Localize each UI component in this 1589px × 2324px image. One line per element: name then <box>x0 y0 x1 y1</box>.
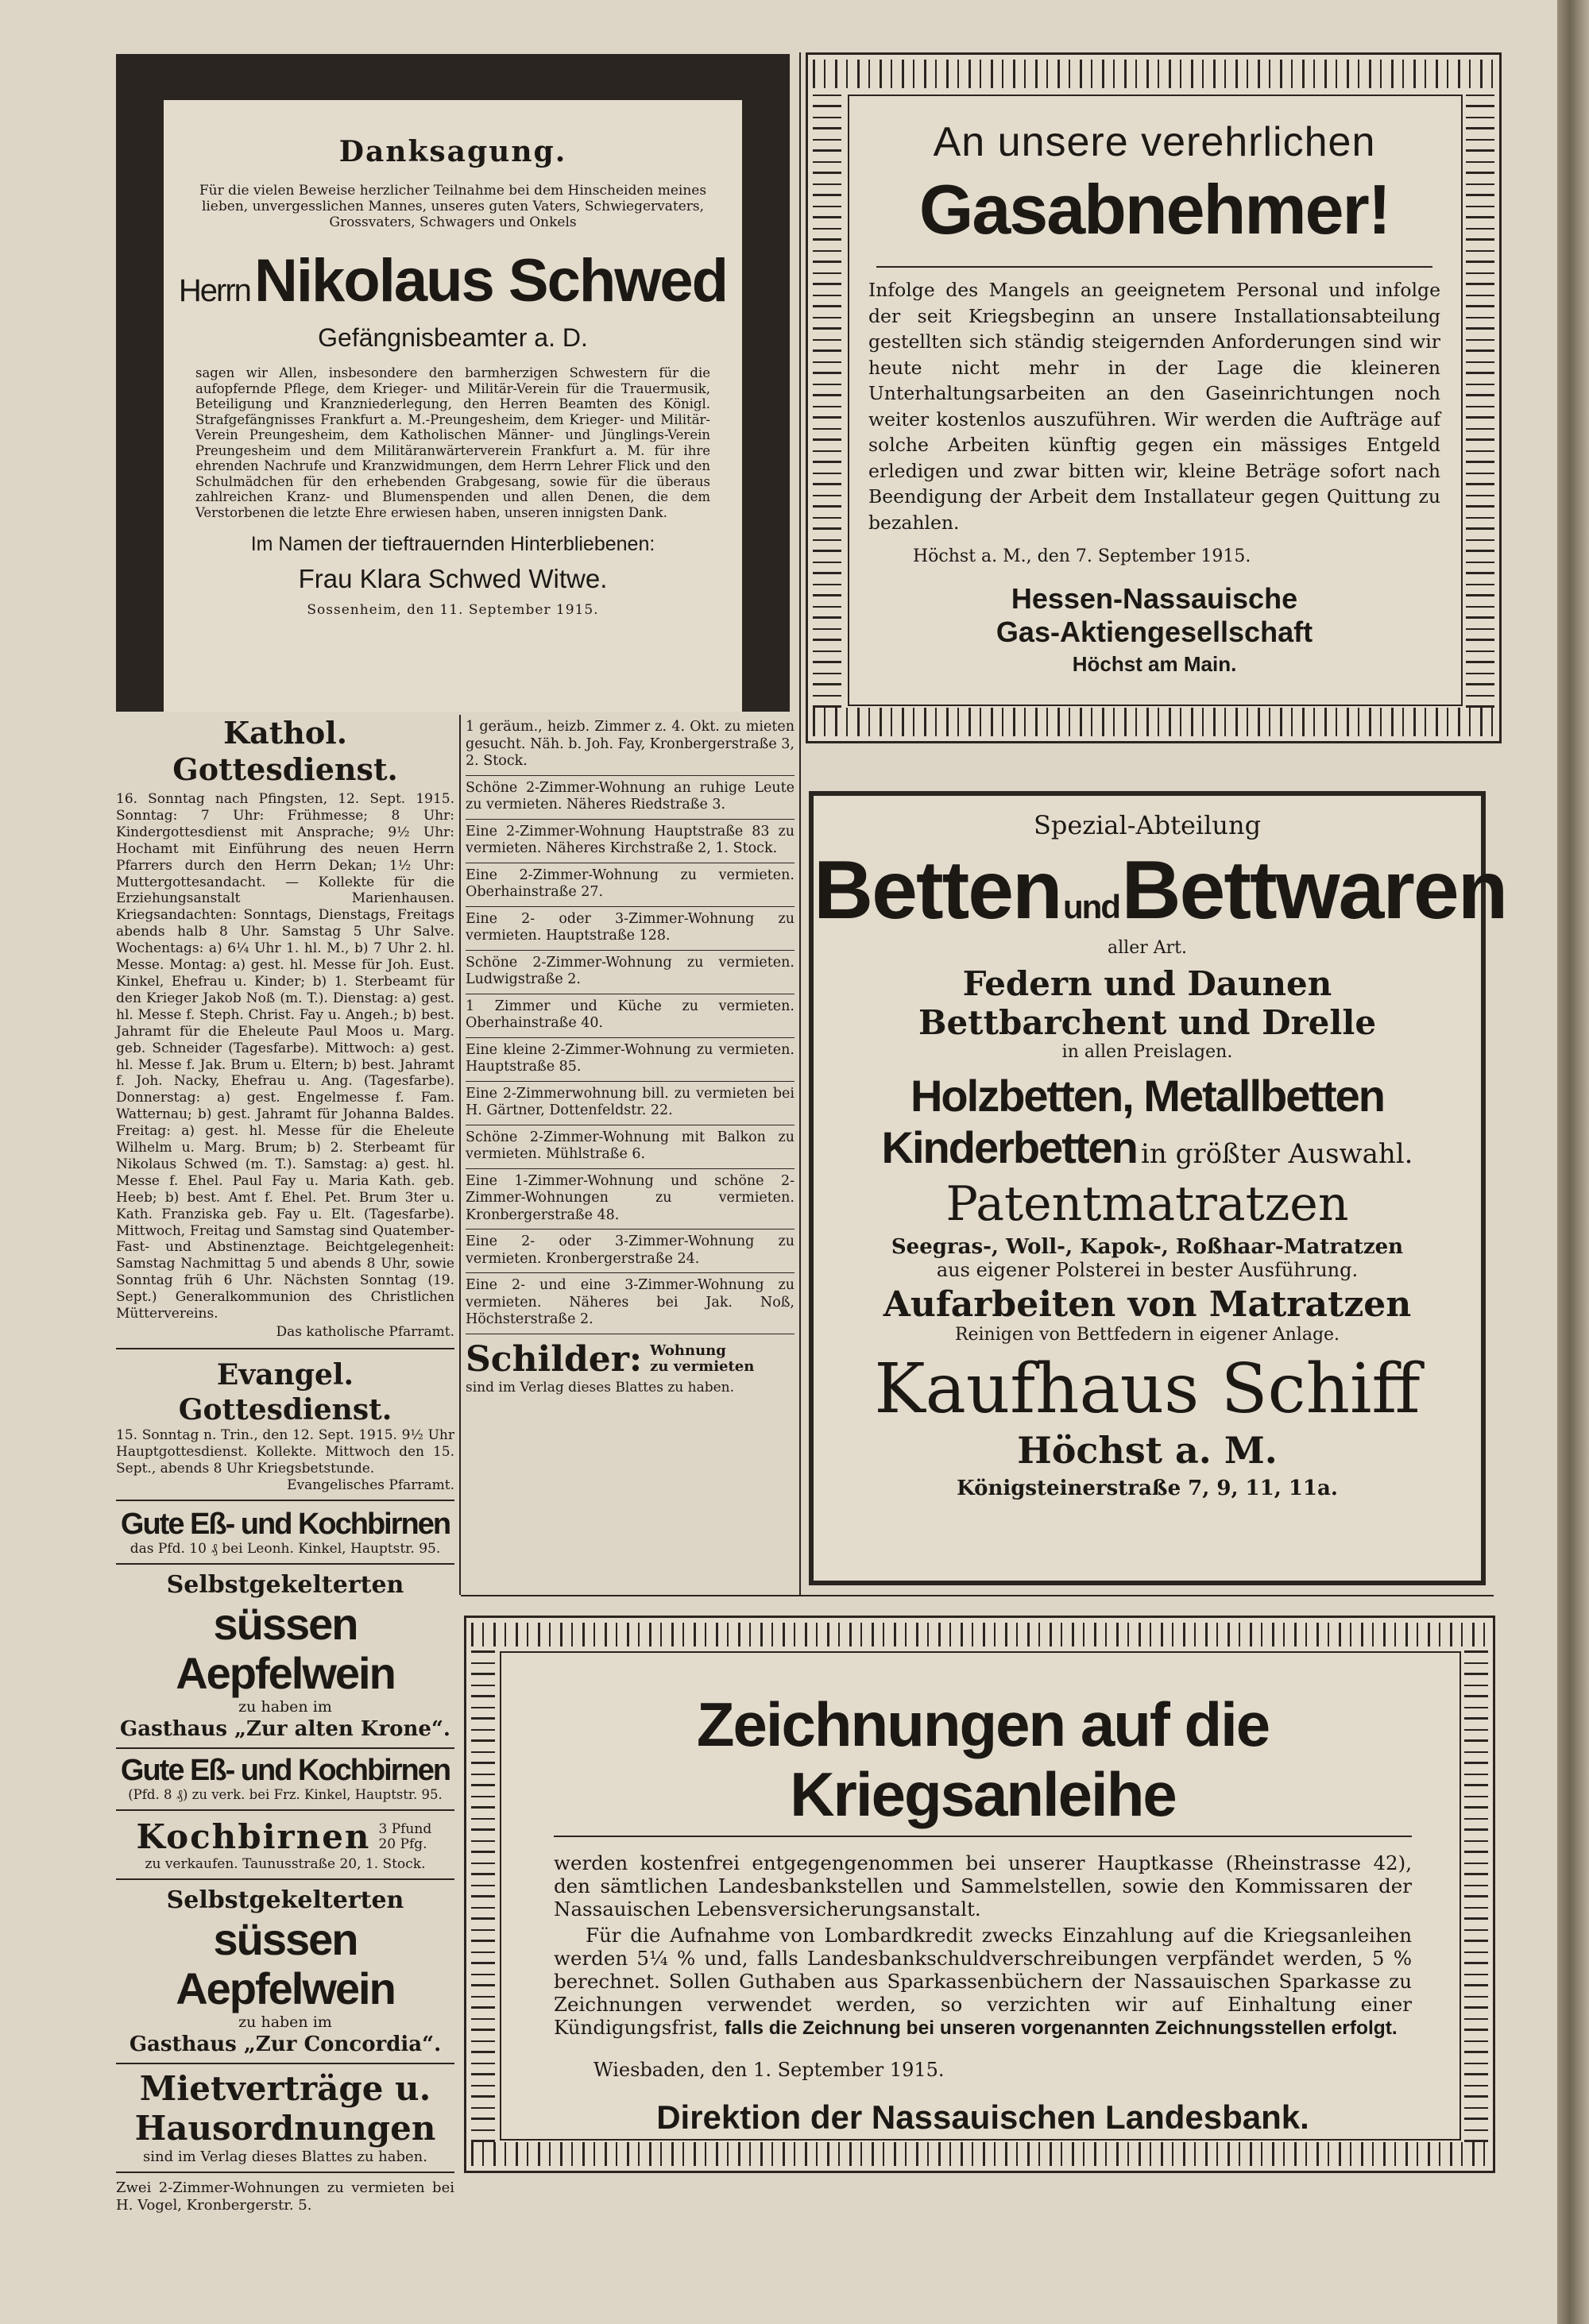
birnen2-text: (Pfd. 8 ₰) zu verk. bei Frz. Kinkel, Hauptstr. 95. <box>128 1787 443 1802</box>
kriegsanleihe-title: Zeichnungen auf die Kriegsanleihe <box>696 1689 1270 1829</box>
left-column <box>116 715 454 2214</box>
betten-strasse: Königsteinerstraße 7, 9, 11, 11a. <box>957 1477 1338 1500</box>
birnen2-title: Gute Eß- und Kochbirnen <box>120 1754 450 1787</box>
gas-line1: An unsere verehrlichen <box>933 119 1376 165</box>
gas-line2: Gasabnehmer! <box>918 170 1390 249</box>
gas-city: Höchst am Main. <box>1072 652 1237 676</box>
kathol-sign: Das katholische Pfarramt. <box>276 1324 454 1340</box>
kathol-text: 16. Sonntag nach Pfingsten, 12. Sept. 1915. Sonntag: 7 Uhr: Frühmesse; 8 Uhr: Kindergottesdienst mit Ansprache; 9½ Uhr: Hochamt mit Einführung des neuen Herrn Pfarrers durch den Herrn Dekan; 1½ Uhr: Muttergottesandacht. — Kollekte für die Erziehungsanstalt Marienhausen. Kriegsandachten: Sonntags, Dienstags, Freitags abends halb 8 Uhr. Samstag 5 Uhr Salve. Wochentags: a) 6¼ Uhr 1. hl. M., b) 7 Uhr 2. hl. Messe. Montag: a) gest. hl. Messe für Joh. Eust. Kinkel, Ehefrau u. Kinder; b) 1. Sterbeamt für den Krieger Jakob Noß (m. T.). Dienstag: a) gest. hl. Messe f. Steph. Christ. Fay u. Angeh.; b) best. Jahramt für die Eheleute Paul Moos u. Marg. geb. Schneider (Tagesfarbe). Mittwoch: a) gest. hl. Messe f. Jak. Brum u. Eltern; b) best. Jahramt f. Joh. Nacky, Ehefrau u. Ang. (Tagesfarbe). Donnerstag: a) gest. Engelmesse f. Fam. Watternau; b) gest. Jahramt für Johanna Baldes. Freitag: a) gest. hl. Messe für die Eheleute Wilhelm u. Marg. Brum; b) 2. Sterbeamt für Nikolaus Schwed (m. T.). Samstag: a) gest. hl. Messe f. Ehel. Paul Fay u. Maria Kath. geb. Heeb; b) best. Amt f. Ehel. Pet. Brum 3ter u. Kath. Franziska geb. Fay u. Elt. (Tagesfarbe). Mittwoch, Freitag und Samstag sind Quatember-Fast- und Abstinenztage. Beichtgelegenheit: Samstag Nachmittag 5 und abends 8 Uhr, sowie Sonntag früh 6 Uhr. Nächsten Sonntag (19. Sept.) Generalkommunion des Christlichen Müttervereins. <box>116 791 454 1322</box>
page-gutter <box>1557 0 1589 2324</box>
apfel2-a: Selbstgekelterten <box>166 1886 404 1914</box>
wohnung-ad: Eine 2- und eine 3-Zimmer-Wohnung zu vermieten. Näheres bei Jak. Noß, Höchsterstraße 2. <box>466 1273 794 1334</box>
wohnung-ad: 1 geräum., heizb. Zimmer z. 4. Okt. zu mieten gesucht. Näh. b. Joh. Fay, Kronbergerstraße 3, 2. Stock. <box>466 715 794 776</box>
wohnung-ad: Eine 2-Zimmer-Wohnung Hauptstraße 83 zu vermieten. Näheres Kirchstraße 2, 1. Stock. <box>466 820 794 863</box>
betten-aller: aller Art. <box>1108 938 1187 958</box>
miet-text: sind im Verlag dieses Blattes zu haben. <box>143 2148 427 2165</box>
apfel1-b: süssen Aepfelwein <box>176 1599 395 1698</box>
danksagung-closing: Im Namen der tieftrauernden Hinterbliebenen: <box>250 533 655 555</box>
kriegsanleihe-date: Wiesbaden, den 1. September 1915. <box>593 2059 945 2081</box>
miet-title2: Hausordnungen <box>134 2109 436 2148</box>
gas-body: Infolge des Mangels an geeignetem Personal und infolge der seit Kriegsbeginn an unsere Installationsabteilung gestellten sich ständig steigernden Anforderungen sind wir heute nicht mehr in der Lage die kleineren Unterhaltungsarbeiten an den Gaseinrichtungen noch weiter kostenlos auszuführen. Wir werden die Aufträge auf solche Arbeiten künftig gegen ein mässiges Entgeld erledigen und zwar bitten wir, kleine Beträge sofort nach Beendigung der Arbeit dem Installateur gegen Quittung zu bezahlen. <box>868 279 1440 534</box>
wohnung-ad: 1 Zimmer und Küche zu vermieten. Oberhainstraße 40. <box>466 994 794 1038</box>
zwei-wohnungen: Zwei 2-Zimmer-Wohnungen zu vermieten bei H. Vogel, Kronbergerstr. 5. <box>116 2179 454 2214</box>
apfel2-b: süssen Aepfelwein <box>176 1914 395 2013</box>
gas-border-top <box>813 60 1494 88</box>
kriegsanleihe-p2-bold: falls die Zeichnung bei unseren vorgenannten Zeichnungsstellen erfolgt. <box>724 2017 1398 2039</box>
betten-title-b: Bettwaren <box>1121 844 1507 936</box>
gas-border-right <box>1466 88 1494 708</box>
wohnungen-column <box>466 715 794 1396</box>
deceased-occupation: Gefängnisbeamter a. D. <box>318 323 588 352</box>
miet-title1: Mietverträge u. <box>139 2069 431 2108</box>
betten-preislagen: in allen Preislagen. <box>1061 1042 1233 1062</box>
birnen1-title: Gute Eß- und Kochbirnen <box>120 1508 450 1541</box>
betten-kaufhaus: Kaufhaus Schiff <box>874 1349 1421 1429</box>
betten-reinigen: Reinigen von Bettfedern in eigener Anlage. <box>954 1325 1340 1345</box>
danksagung-widow: Frau Klara Schwed Witwe. <box>298 564 608 593</box>
apfel1-d: Gasthaus „Zur alten Krone“. <box>120 1717 450 1741</box>
betten-kinder: Kinderbetten <box>881 1122 1137 1172</box>
column-rule-1 <box>459 715 461 1595</box>
danksagung-ad <box>116 54 790 712</box>
kathol-title: Kathol. Gottesdienst. <box>172 715 398 787</box>
koch-title: Kochbirnen <box>136 1817 371 1856</box>
wohnung-ad: Eine kleine 2-Zimmer-Wohnung zu vermieten. Hauptstraße 85. <box>466 1038 794 1082</box>
wohnung-ad: Schöne 2-Zimmer-Wohnung an ruhige Leute zu vermieten. Näheres Riedstraße 3. <box>466 776 794 820</box>
koch-price: 3 Pfund 20 Pfg. <box>378 1820 432 1852</box>
betten-federn: Federn und Daunen <box>962 964 1332 1003</box>
kriegsanleihe-p1: werden kostenfrei entgegengenommen bei unserer Hauptkasse (Rheinstrasse 42), den sämtlichen Landesbankstellen und Sammelstellen, sowie den Kommissaren der Nassauischen Lebensversicherungsanstalt. <box>554 1851 1412 1921</box>
betten-polsterei: aus eigener Polsterei in bester Ausführung. <box>936 1259 1359 1281</box>
betten-patent: Patentmatratzen <box>945 1176 1349 1232</box>
kriegsanleihe-sign: Direktion der Nassauischen Landesbank. <box>656 2098 1309 2136</box>
wohnung-ad: Schöne 2-Zimmer-Wohnung zu vermieten. Ludwigstraße 2. <box>466 951 794 994</box>
danksagung-intro: Für die vielen Beweise herzlicher Teilnahme bei dem Hinscheiden meines lieben, unvergesslichen Mannes, unseres guten Vaters, Schwiegervaters, Grossvaters, Schwagers und Onkels <box>199 183 707 230</box>
apfel2-d: Gasthaus „Zur Concordia“. <box>129 2033 442 2056</box>
betten-spezial: Spezial-Abteilung <box>1033 810 1262 840</box>
wohnung-ad: Eine 2- oder 3-Zimmer-Wohnung zu vermieten. Hauptstraße 128. <box>466 907 794 951</box>
birnen1-text: das Pfd. 10 ₰ bei Leonh. Kinkel, Hauptstr. 95. <box>130 1541 441 1557</box>
wohnung-ad: Eine 1-Zimmer-Wohnung und schöne 2-Zimmer-Wohnungen zu vermieten. Kronbergerstraße 48. <box>466 1169 794 1230</box>
betten-title-a: Betten <box>814 844 1061 936</box>
wohnung-ad: Eine 2-Zimmerwohnung bill. zu vermieten bei H. Gärtner, Dottenfeldstr. 22. <box>466 1082 794 1125</box>
gas-ad <box>806 52 1502 743</box>
schilder-title: Schilder: <box>466 1338 643 1380</box>
schilder-bottom: sind im Verlag dieses Blattes zu haben. <box>466 1379 735 1396</box>
danksagung-herr: Herrn <box>178 273 250 308</box>
kriegsanleihe-p2: Für die Aufnahme von Lombardkredit zwecks Einzahlung auf die Kriegsanleihen werden 5¼ % und, falls Landesbankschuldverschreibungen verpfändet werden, 5 % berechnet. Sollen Guthaben aus Sparkassenbüchern der Nassauischen Sparkasse zu Zeichnungen verwendet werden, so verzichten wir auf Einhaltung einer Kündigungsfrist, <box>554 1924 1412 2039</box>
gas-date: Höchst a. M., den 7. September 1915. <box>913 546 1251 566</box>
evangel-title: Evangel. Gottesdienst. <box>178 1358 392 1426</box>
betten-barchent: Bettbarchent und Drelle <box>918 1003 1377 1042</box>
betten-ad <box>809 791 1507 1585</box>
wohnung-ad: Schöne 2-Zimmer-Wohnung mit Balkon zu vermieten. Mühlstraße 6. <box>466 1125 794 1169</box>
betten-auswahl: in größter Auswahl. <box>1140 1138 1413 1170</box>
gas-company2: Gas-Aktiengesellschaft <box>996 616 1313 648</box>
kriegsanleihe-ad <box>464 1616 1495 2173</box>
section-rule <box>461 1595 1494 1596</box>
betten-aufarbeiten: Aufarbeiten von Matratzen <box>883 1284 1412 1325</box>
danksagung-body: sagen wir Allen, insbesondere den barmherzigen Schwestern für die aufopfernde Pflege, dem Krieger- und Militär-Verein für die Trauermusik, Beteiligung und Kranzniederlegung, den Herren Beamten des Königl. Strafgefängnisses Frankfurt a. M.-Preungesheim, dem Krieger- und Militär-Verein Preungesheim, dem Katholischen Männer- und Jünglings-Verein Preungesheim und dem Militäranwärterverein Frankfurt a. M. für ihre ehrenden Nachrufe und Kranzwidmungen, dem Herrn Lehrer Flick und den Schulmädchen für den erhebenden Grabgesang, sowie für die überaus zahlreichen Kranz- und Blumenspenden und allen Denen, die dem Verstorbenen die letzte Ehre erwiesen haben, unseren innigsten Dank. <box>195 365 710 520</box>
kriegsanleihe-border-right <box>1464 1646 1488 2142</box>
betten-holz: Holzbetten, Metallbetten <box>910 1071 1385 1121</box>
apfel1-a: Selbstgekelterten <box>166 1571 404 1599</box>
gas-border-left <box>813 88 841 708</box>
betten-title-und: und <box>1063 888 1119 925</box>
wohnung-ad: Eine 2-Zimmer-Wohnung zu vermieten. Oberhainstraße 27. <box>466 863 794 907</box>
danksagung-title: Danksagung. <box>338 135 567 168</box>
wohnung-ad: Eine 2- oder 3-Zimmer-Wohnung zu vermieten. Kronbergerstraße 24. <box>466 1230 794 1273</box>
gas-border-bottom <box>813 708 1494 736</box>
apfel1-c: zu haben im <box>238 1698 332 1716</box>
betten-seegras: Seegras-, Woll-, Kapok-, Roßhaar-Matratzen <box>891 1235 1404 1259</box>
betten-hoechst: Höchst a. M. <box>1017 1429 1278 1472</box>
gas-company1: Hessen-Nassauische <box>1011 582 1298 615</box>
danksagung-place-date: Sossenheim, den 11. September 1915. <box>307 602 599 618</box>
apfel2-c: zu haben im <box>238 2013 332 2031</box>
deceased-name: Nikolaus Schwed <box>254 247 728 315</box>
kriegsanleihe-border-top <box>471 1623 1488 1646</box>
schilder-right1: Wohnung <box>650 1342 726 1359</box>
evangel-sign: Evangelisches Pfarramt. <box>287 1477 454 1493</box>
schilder-right2: zu vermieten <box>650 1358 755 1375</box>
kriegsanleihe-border-left <box>471 1646 495 2142</box>
koch-text: zu verkaufen. Taunusstraße 20, 1. Stock. <box>145 1856 426 1872</box>
column-rule-2 <box>799 52 801 1595</box>
evangel-text: 15. Sonntag n. Trin., den 12. Sept. 1915. 9½ Uhr Hauptgottesdienst. Kollekte. Mittwoch den 15. Sept., abends 8 Uhr Kriegsbetstunde. <box>116 1427 454 1477</box>
kriegsanleihe-border-bottom <box>471 2142 1488 2166</box>
